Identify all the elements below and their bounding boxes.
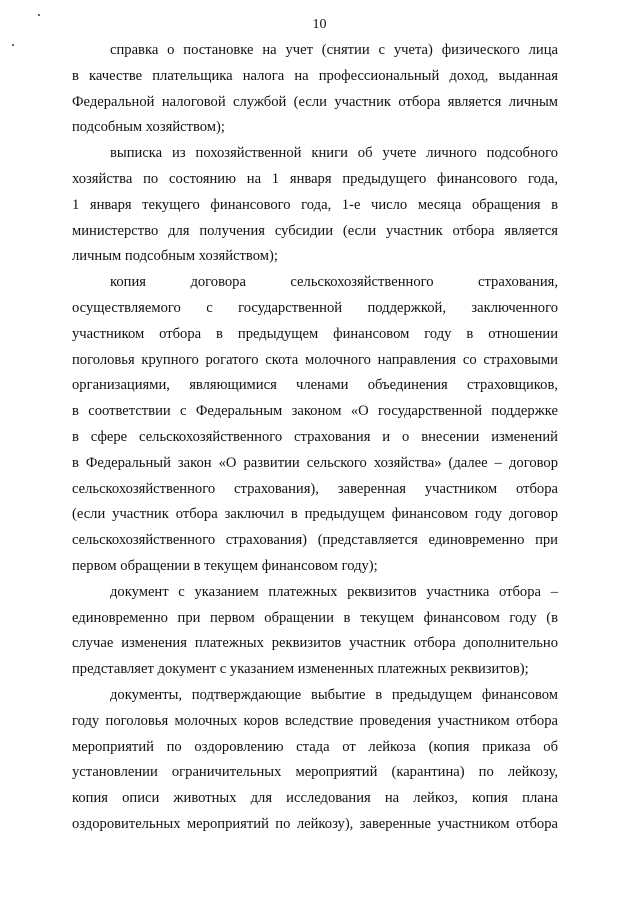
paragraph-leukosis-documents <box>72 683 558 838</box>
text-line: осуществляемого с государственной поддержкой, заключенного <box>72 299 558 316</box>
scan-speck <box>12 44 14 46</box>
text-line: копия описи животных для исследования на лейкоз, копия плана <box>72 790 558 807</box>
text-line: организациями, являющимися членами объединения страховщиков, <box>72 377 558 394</box>
text-line: первом обращении в текущем финансовом году); <box>72 557 378 574</box>
text-line: министерство для получения субсидии (если участник отбора является <box>72 222 558 239</box>
text-line: оздоровительных мероприятий по лейкозу), заверенные участником отбора <box>72 815 558 832</box>
text-line: хозяйства по состоянию на 1 января предыдущего финансового года, <box>72 170 558 187</box>
text-line: поголовья крупного рогатого скота молочного направления со страховыми <box>72 351 558 368</box>
text-line: случае изменения платежных реквизитов участник отбора дополнительно <box>72 635 558 652</box>
text-line: в соответствии с Федеральным законом «О государственной поддержке <box>72 403 558 420</box>
paragraph-payment-details <box>72 580 558 683</box>
text-line: в качестве плательщика налога на профессиональный доход, выданная <box>72 67 558 84</box>
text-line: в сфере сельскохозяйственного страхования и о внесении изменений <box>72 428 558 445</box>
text-line: документ с указанием платежных реквизитов участника отбора – <box>110 583 558 600</box>
text-line: установлении ограничительных мероприятий (карантина) по лейкозу, <box>72 764 558 781</box>
text-line: мероприятий по оздоровлению стада от лейкоза (копия приказа об <box>72 738 558 755</box>
text-line: единовременно при первом обращении в текущем финансовом году (в <box>72 609 558 626</box>
text-line: 1 января текущего финансового года, 1-е число месяца обращения в <box>72 196 558 213</box>
document-body <box>72 38 558 838</box>
paragraph-tax-certificate <box>72 38 558 141</box>
paragraph-insurance-contract <box>72 270 558 580</box>
text-line: справка о постановке на учет (снятии с учета) физического лица <box>110 42 558 58</box>
text-line: представляет документ с указанием измененных платежных реквизитов); <box>72 661 529 678</box>
paragraph-household-book-extract <box>72 141 558 270</box>
text-line: документы, подтверждающие выбытие в предыдущем финансовом <box>110 686 558 703</box>
text-line: (если участник отбора заключил в предыдущем финансовом году договор <box>72 506 558 523</box>
text-line: Федеральной налоговой службой (если участник отбора является личным <box>72 93 558 110</box>
text-line: личным подсобным хозяйством); <box>72 248 278 265</box>
text-line: сельскохозяйственного страхования), заверенная участником отбора <box>72 480 558 497</box>
page-number: 10 <box>312 17 327 32</box>
text-line: в Федеральный закон «О развитии сельского хозяйства» (далее – договор <box>72 454 558 471</box>
text-line: выписка из похозяйственной книги об учете личного подсобного <box>110 145 558 162</box>
text-line: подсобным хозяйством); <box>72 119 225 136</box>
text-line: году поголовья молочных коров вследствие проведения участником отбора <box>72 712 558 729</box>
text-line: сельскохозяйственного страхования) (представляется единовременно при <box>72 532 558 549</box>
text-line: участником отбора в предыдущем финансовом году в отношении <box>72 325 558 342</box>
scan-speck <box>38 14 40 16</box>
text-line: копия договора сельскохозяйственного страхования, <box>110 274 558 291</box>
